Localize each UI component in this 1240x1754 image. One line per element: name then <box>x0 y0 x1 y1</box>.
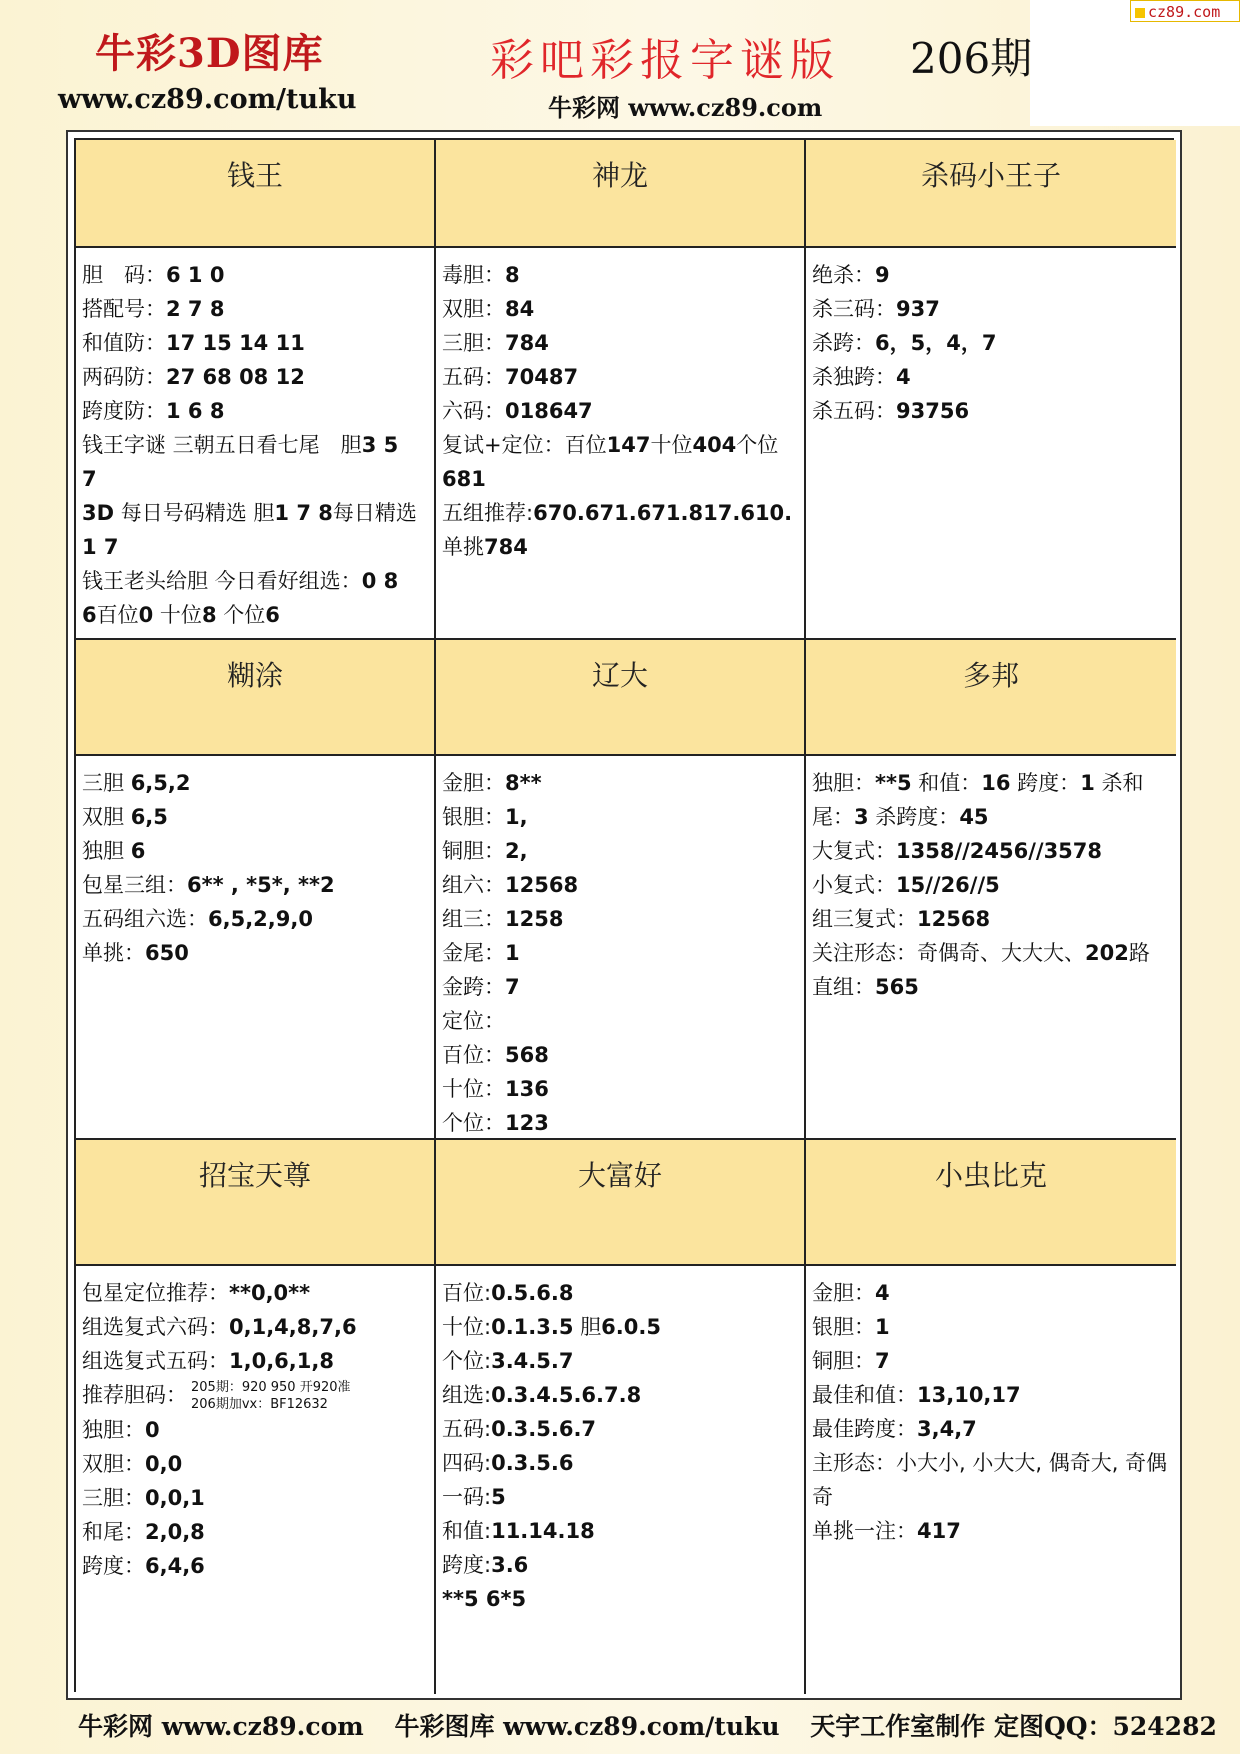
entry-line: 尾：3 杀跨度：45 <box>812 805 989 829</box>
main-title: 彩吧彩报字谜版 <box>490 35 840 86</box>
entry-line: 十位:0.1.3.5 胆6.0.5 <box>442 1315 661 1339</box>
issue-number: 206期 <box>910 34 1033 83</box>
site-badge[interactable] <box>1130 0 1240 22</box>
entry-line: 和尾：2,0,8 <box>82 1520 205 1544</box>
entry-line: 独胆 6 <box>82 839 146 863</box>
entry-line: 杀跨：6，5，4，7 <box>812 331 997 355</box>
entry-line: 铜胆：2, <box>442 839 528 863</box>
prediction-table-frame <box>66 130 1182 1700</box>
entry-line: 单挑784 <box>442 535 528 559</box>
section-body-hutu <box>76 756 436 1140</box>
section-header-dafuhao <box>436 1140 806 1266</box>
entry-line: 三胆：0,0,1 <box>82 1486 205 1510</box>
entry-line: 金胆：8** <box>442 771 542 795</box>
section-body-liaoda <box>436 756 806 1140</box>
section-title: 大富好 <box>577 1159 662 1192</box>
section-body-xiaochong <box>806 1266 1176 1694</box>
footer-credit: 天宇工作室制作 定图QQ：524282 <box>810 1712 1217 1741</box>
entry-line: 关注形态：奇偶奇、大大大、202路 <box>812 941 1150 965</box>
entry-line: 小复式：15//26//5 <box>812 873 1000 897</box>
entry-line: 独胆：**5 和值：16 跨度：1 杀和 <box>812 771 1144 795</box>
entry-line: 双胆 6,5 <box>82 805 168 829</box>
entry-line: 五组推荐:670.671.671.817.610. <box>442 501 793 525</box>
section-header-zhaobao <box>76 1140 436 1266</box>
entry-line: 双胆：0,0 <box>82 1452 183 1476</box>
entry-line: 铜胆：7 <box>812 1349 890 1373</box>
entry-line: 六码：018647 <box>442 399 593 423</box>
prediction-table <box>74 138 1174 1692</box>
entry-line: 组三复式：12568 <box>812 907 991 931</box>
entry-line: 双胆：84 <box>442 297 535 321</box>
entry-line: 钱王字谜 三朝五日看七尾 胆3 5 <box>82 433 399 457</box>
section-header-shenlong <box>436 140 806 248</box>
entry-line: 组三：1258 <box>442 907 564 931</box>
entry-line: **5 6*5 <box>442 1587 527 1611</box>
brand-title: 牛彩3D图库 <box>95 30 324 77</box>
history-note: 205期：920 950 开920准 206期加vx：BF12632 <box>191 1380 351 1412</box>
section-title: 神龙 <box>591 159 648 192</box>
entry-line: 复试+定位：百位147十位404个位 <box>442 433 779 457</box>
section-header-shama <box>806 140 1176 248</box>
entry-line: 组选复式六码：0,1,4,8,7,6 <box>82 1315 357 1339</box>
entry-line: 跨度：6,4,6 <box>82 1554 205 1578</box>
entry-line: 包星三组：6** , *5*, **2 <box>82 873 335 897</box>
entry-line: 毒胆：8 <box>442 263 520 287</box>
footer-site[interactable]: 牛彩网 www.cz89.com <box>78 1712 364 1741</box>
entry-line: 杀独跨：4 <box>812 365 911 389</box>
section-header-qianwang <box>76 140 436 248</box>
entry-line: 奇 <box>812 1485 833 1509</box>
entry-line: 1 7 <box>82 535 119 559</box>
section-title: 招宝天尊 <box>198 1159 311 1192</box>
entry-line: 大复式：1358//2456//3578 <box>812 839 1103 863</box>
entry-line: 独胆：0 <box>82 1418 160 1442</box>
entry-line: 五码：70487 <box>442 365 579 389</box>
entry-line: 推荐胆码： 205期：920 950 开920准 206期加vx：BF12632 <box>82 1380 351 1412</box>
entry-line: 银胆：1 <box>812 1315 890 1339</box>
section-body-shenlong <box>436 248 806 640</box>
entry-line: 主形态：小大小, 小大大, 偶奇大, 奇偶 <box>812 1451 1168 1475</box>
brand-url[interactable]: www.cz89.com/tuku <box>58 84 357 115</box>
entry-line: 银胆：1, <box>442 805 528 829</box>
entry-line: 最佳和值：13,10,17 <box>812 1383 1021 1407</box>
entry-line: 最佳跨度：3,4,7 <box>812 1417 977 1441</box>
entry-line: 和值:11.14.18 <box>442 1519 595 1543</box>
entry-line: 组选:0.3.4.5.6.7.8 <box>442 1383 642 1407</box>
entry-line: 三胆：784 <box>442 331 549 355</box>
entry-line: 包星定位推荐：**0,0** <box>82 1281 311 1305</box>
entry-line: 一码:5 <box>442 1485 506 1509</box>
entry-line: 胆 码：6 1 0 <box>82 263 225 287</box>
section-header-hutu <box>76 640 436 756</box>
entry-line: 两码防：27 68 08 12 <box>82 365 305 389</box>
entry-line: 十位：136 <box>442 1077 549 1101</box>
entry-line: 百位:0.5.6.8 <box>442 1281 574 1305</box>
entry-line: 杀三码：937 <box>812 297 940 321</box>
sub-url[interactable]: 牛彩网 www.cz89.com <box>548 93 823 122</box>
section-body-dafuhao <box>436 1266 806 1694</box>
entry-line: 3D 每日号码精选 胆1 7 8每日精选 <box>82 501 417 525</box>
section-title: 小虫比克 <box>934 1159 1047 1192</box>
entry-line: 组选复式五码：1,0,6,1,8 <box>82 1349 334 1373</box>
site-badge-text: cz89.com <box>1148 3 1221 21</box>
section-header-xiaochong <box>806 1140 1176 1266</box>
section-title: 糊涂 <box>226 659 283 692</box>
footer-tuku[interactable]: 牛彩图库 www.cz89.com/tuku <box>394 1712 780 1741</box>
entry-line: 组六：12568 <box>442 873 579 897</box>
entry-line: 五码:0.3.5.6.7 <box>442 1417 597 1441</box>
badge-dot-icon <box>1135 8 1145 18</box>
entry-line: 单挑：650 <box>82 941 189 965</box>
section-title: 钱王 <box>226 159 283 192</box>
section-body-qianwang <box>76 248 436 640</box>
section-body-duobang <box>806 756 1176 1140</box>
entry-line: 金跨：7 <box>442 975 520 999</box>
entry-line: 681 <box>442 467 486 491</box>
page-footer <box>78 1707 1217 1743</box>
section-title: 辽大 <box>591 659 648 692</box>
entry-line: 7 <box>82 467 97 491</box>
entry-line: 四码:0.3.5.6 <box>442 1451 574 1475</box>
entry-line: 跨度防：1 6 8 <box>82 399 225 423</box>
entry-line: 金胆：4 <box>812 1281 890 1305</box>
entry-line: 杀五码：93756 <box>812 399 970 423</box>
entry-line: 金尾：1 <box>442 941 520 965</box>
entry-line: 钱王老头给胆 今日看好组选：0 8 <box>82 569 399 593</box>
entry-line: 单挑一注：417 <box>812 1519 961 1543</box>
section-body-shama <box>806 248 1176 640</box>
entry-line: 跨度:3.6 <box>442 1553 529 1577</box>
entry-line: 绝杀：9 <box>812 263 890 287</box>
entry-line: 五码组六选：6,5,2,9,0 <box>82 907 313 931</box>
page-header <box>0 0 1240 130</box>
entry-line: 和值防：17 15 14 11 <box>82 331 305 355</box>
entry-line: 个位:3.4.5.7 <box>442 1349 574 1373</box>
entry-line: 定位： <box>442 1009 505 1033</box>
entry-line: 直组：565 <box>812 975 919 999</box>
entry-line: 百位：568 <box>442 1043 549 1067</box>
section-header-duobang <box>806 640 1176 756</box>
section-header-liaoda <box>436 640 806 756</box>
section-title: 多邦 <box>962 659 1019 692</box>
section-body-zhaobao <box>76 1266 436 1694</box>
entry-line: 三胆 6,5,2 <box>82 771 191 795</box>
section-title: 杀码小王子 <box>920 159 1061 192</box>
entry-line: 搭配号：2 7 8 <box>82 297 225 321</box>
entry-line: 个位：123 <box>442 1111 549 1135</box>
entry-line: 6百位0 十位8 个位6 <box>82 603 280 627</box>
